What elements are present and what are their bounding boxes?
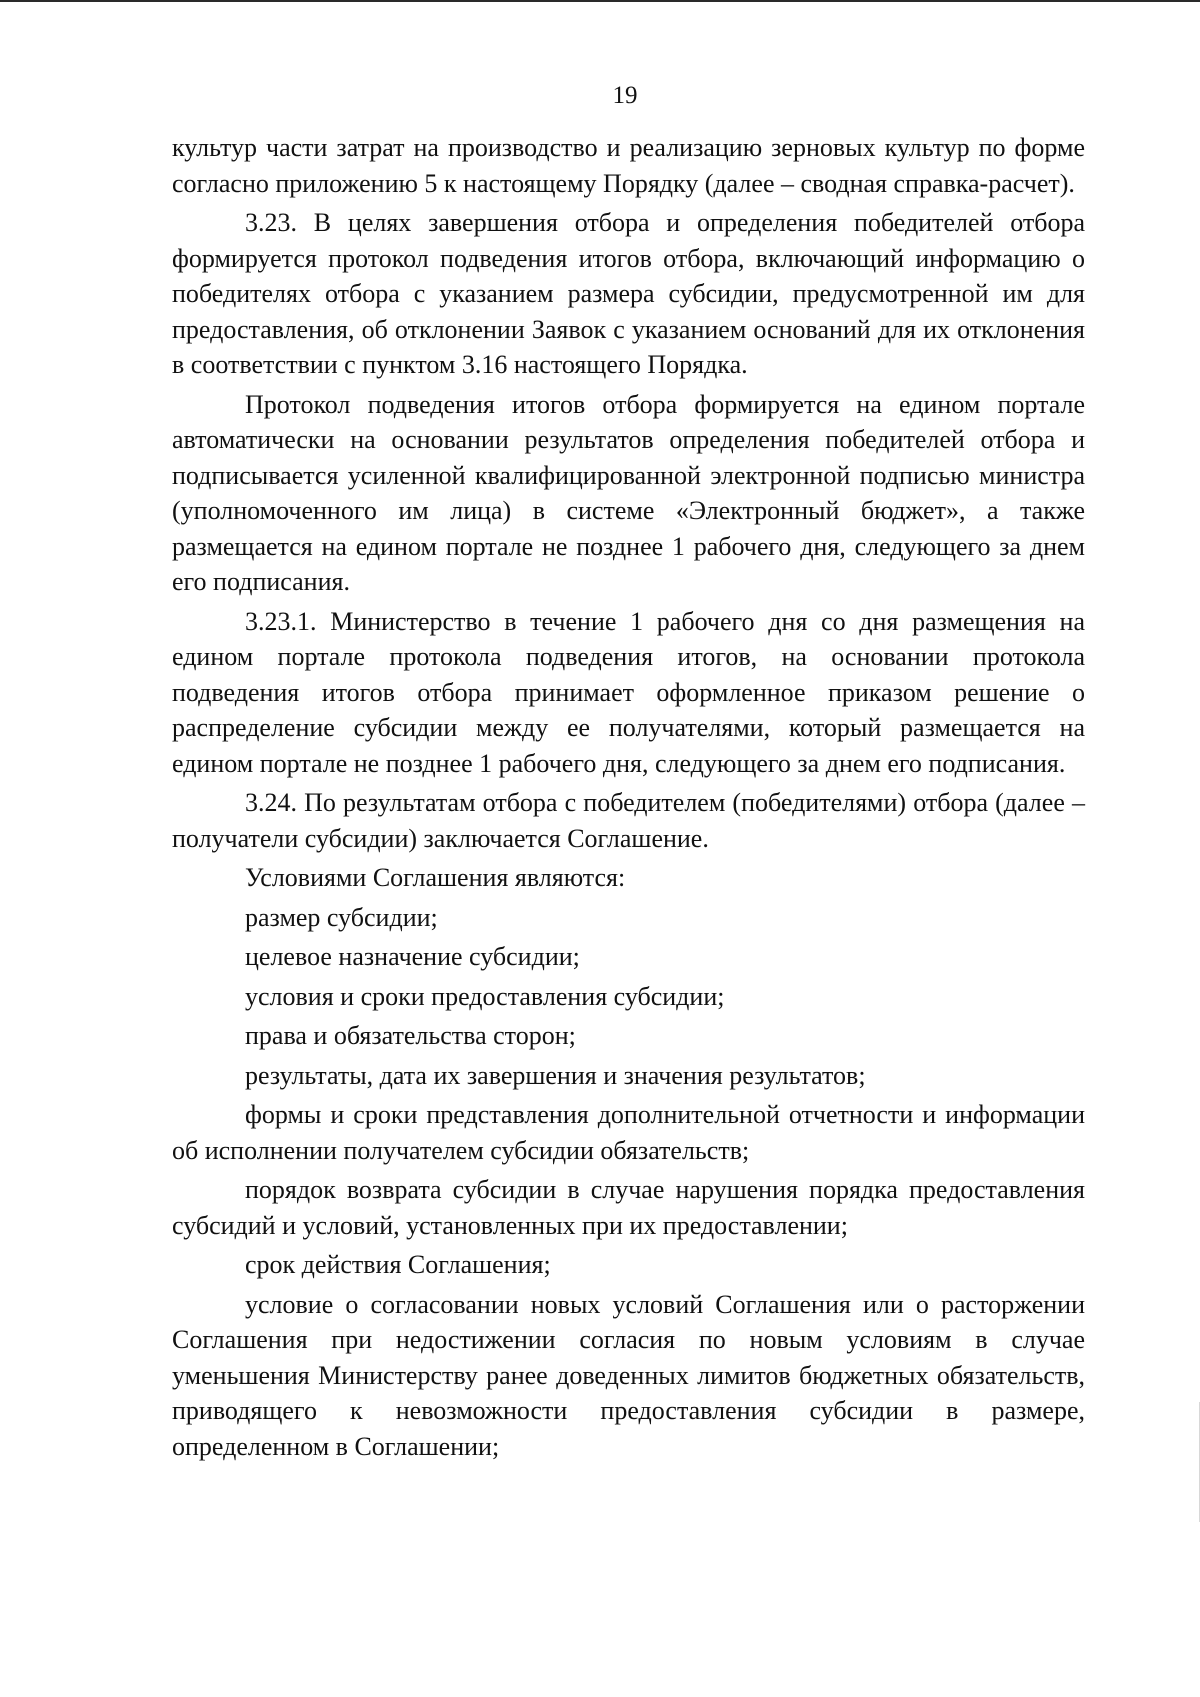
list-item-results: результаты, дата их завершения и значения результатов; <box>245 1060 866 1090</box>
paragraph-3-23-1: 3.23.1. Министерство в течение 1 рабочего дня со дня размещения на едином портале протокола подведения итогов, на основании протокола подведения итогов отбора принимает оформленное приказом решение о распределение субсидии между ее получателями, который размещается на едином портале не позднее 1 рабочего дня, следующего за днем его подписания. <box>172 606 1085 778</box>
list-item-validity: срок действия Соглашения; <box>245 1250 551 1279</box>
list-item-reporting: формы и сроки представления дополнительной отчетности и информации об исполнении получателем субсидии обязательств; <box>172 1100 1085 1165</box>
paragraph-3-24: 3.24. По результатам отбора с победителем (победителями) отбора (далее – получатели субсидии) заключается Соглашение. <box>172 788 1085 853</box>
list-item-subsidy-size: размер субсидии; <box>245 902 438 932</box>
list-item-terms: условия и сроки предоставления субсидии; <box>245 981 725 1011</box>
paragraph-continuation: культур части затрат на производство и реализацию зерновых культур по форме согласно приложению 5 к настоящему Порядку (далее – сводная справка-расчет). <box>172 133 1085 198</box>
list-item-new-conditions: условие о согласовании новых условий Соглашения или о расторжении Соглашения при недостижении согласия по новым условиям в случае уменьшения Министерству ранее доведенных лимитов бюджетных обязательств, приводящего к невозможности предоставления субсидии в размере, определенном в Соглашении; <box>172 1289 1085 1461</box>
page-number: 19 <box>612 82 638 109</box>
paragraph-3-23: 3.23. В целях завершения отбора и определения победителей отбора формируется протокол подведения итогов отбора, включающий информацию о победителях отбора с указанием размера субсидии, предусмотренной им для предоставления, об отклонении Заявок с указанием оснований для их отклонения в соответствии с пунктом 3.16 настоящего Порядка. <box>172 208 1085 379</box>
paragraph-protocol: Протокол подведения итогов отбора формируется на едином портале автоматически на основании результатов определения победителей отбора и подписывается усиленной квалифицированной электронной подписью министра (уполномоченного им лица) в системе «Электронный бюджет», а также размещается на едином портале не позднее 1 рабочего дня, следующего за днем его подписания. <box>172 389 1085 596</box>
list-item-rights: права и обязательства сторон; <box>245 1021 576 1050</box>
list-item-purpose: целевое назначение субсидии; <box>245 942 580 971</box>
document-body <box>172 130 1085 1464</box>
list-item-refund: порядок возврата субсидии в случае нарушения порядка предоставления субсидий и условий, установленных при их предоставлении; <box>172 1175 1085 1240</box>
paragraph-conditions-heading: Условиями Соглашения являются: <box>245 863 626 892</box>
